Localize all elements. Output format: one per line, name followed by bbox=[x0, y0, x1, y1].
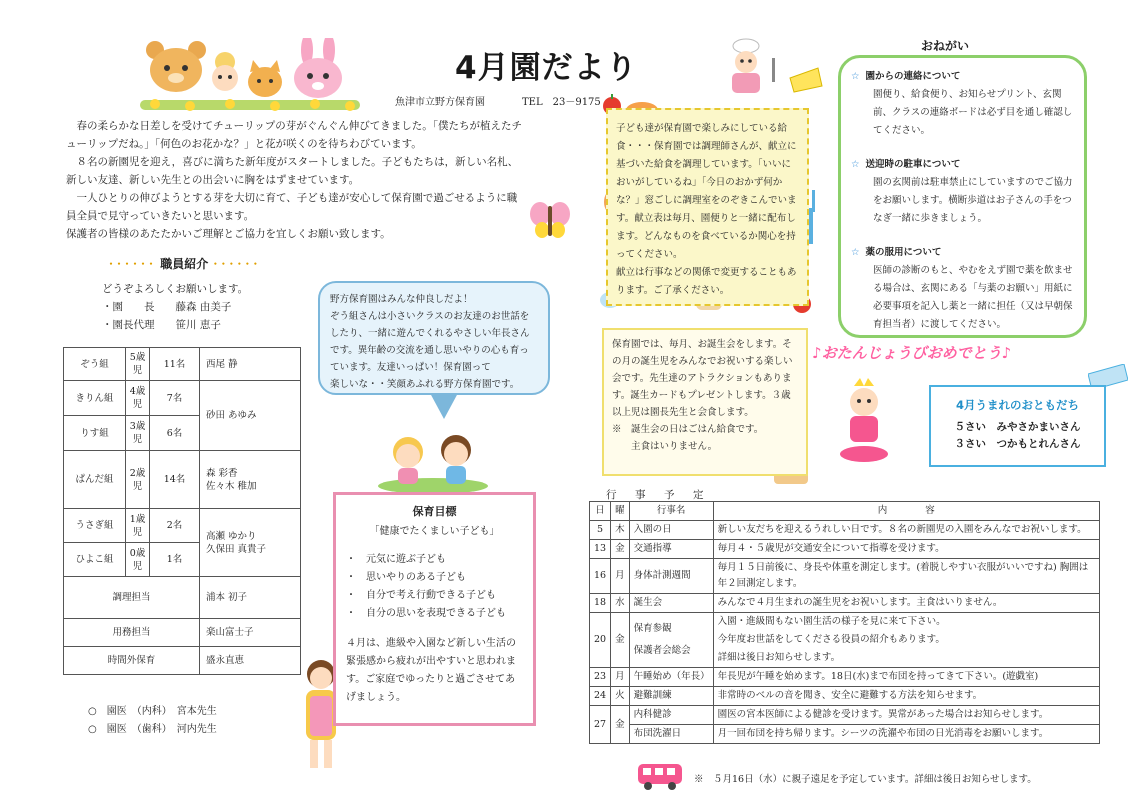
chef-illustration bbox=[718, 38, 828, 98]
list-item: ・ 自分で考え行動できる子ども bbox=[346, 590, 496, 601]
request-body: 園便り、給食便り、お知らせプリント、玄関前、クラスの連絡ボードは必ず目を通し確認してください。 bbox=[873, 89, 1073, 136]
class-age: 4歳児 bbox=[126, 381, 150, 416]
events-footnote: ※ ５月16日（水）に親子遠足を予定しています。詳細は後日お知らせします。 bbox=[694, 774, 1037, 785]
event-name: 誕生会 bbox=[629, 594, 713, 613]
event-day: 27 bbox=[590, 706, 611, 744]
butterfly-illustration bbox=[528, 200, 572, 240]
heading-dots: ･･････ bbox=[212, 257, 261, 271]
request-heading: ☆ 薬の服用について bbox=[851, 247, 942, 258]
doctor-dental: ○ 園医 （歯科） 河内先生 bbox=[88, 724, 217, 735]
request-heading: ☆ 園からの連絡について bbox=[851, 71, 961, 82]
intro-paragraph: 春の柔らかな日差しを受けてチューリップの芽がぐんぐん伸びてきました。「僕たちが植えたチューリップだね。」「何色のお花かな？」と花が咲くのを待ちわびています。 bbox=[66, 120, 523, 150]
teacher-name: 高瀬 ゆかり bbox=[206, 530, 257, 542]
children-illustration bbox=[376, 424, 490, 494]
lunch-info bbox=[606, 108, 809, 306]
birthday-banner: ♪おたんじょうびおめでとう♪ bbox=[812, 344, 1012, 362]
bubble-tail bbox=[430, 393, 458, 419]
request-body: 医師の診断のもと、やむをえず園で薬を飲ませる場合は、玄関にある「与薬のお願い」用紙に必要事項を記入し薬と一緒に担任（又は早朝保育担当者）に渡してください。 bbox=[873, 265, 1073, 330]
list-item: ・ 自分の思いを表現できる子ども bbox=[346, 608, 506, 619]
childcare-goals bbox=[333, 492, 536, 726]
intro-paragraph: 一人ひとりの伸びようとする芽を大切に育て、子ども達が安心して保育園で過ごせるように職員全員で見守っていきたいと思います。 bbox=[66, 192, 518, 222]
intro-message bbox=[66, 117, 524, 243]
goals-subtitle: 「健康でたくましい子ども」 bbox=[369, 526, 500, 537]
birthday-text: 保育園では、毎月、お誕生会をします。その月の誕生児をみんなでお祝いする楽しい会です。先生達のアトラクションもあります。誕生カードもプレゼントします。３歳以上児は園長先生と会食します。 bbox=[612, 339, 793, 418]
event-detail: 毎月４・５歳児が交通安全について指導を受けます。 bbox=[713, 540, 1099, 559]
april-birthdays bbox=[929, 385, 1106, 467]
event-day: 20 bbox=[590, 613, 611, 668]
event-name: 入園の日 bbox=[629, 521, 713, 540]
class-teacher bbox=[200, 451, 301, 509]
class-name: うさぎ組 bbox=[64, 509, 126, 543]
column-header: 内 容 bbox=[713, 502, 1099, 521]
bubble-line: 野方保育園はみんな仲良しだよ！ bbox=[330, 294, 473, 305]
principal-line: ・園 長 藤森 由美子 bbox=[102, 301, 232, 313]
column-header: 行事名 bbox=[629, 502, 713, 521]
teacher-name: 佐々木 稚加 bbox=[206, 480, 257, 492]
event-detail: みんなで４月生まれの誕生児をお祝いします。主食はいりません。 bbox=[713, 594, 1099, 613]
birthday-child-illustration bbox=[836, 376, 892, 466]
class-teacher: 砂田 あゆみ bbox=[200, 381, 301, 451]
class-age: 0歳児 bbox=[126, 543, 150, 577]
table-header-row bbox=[590, 502, 1100, 521]
event-name: 午睡始め（年長） bbox=[629, 668, 713, 687]
list-item: ・ 元気に遊ぶ子ども bbox=[346, 554, 446, 565]
animals-illustration bbox=[135, 38, 365, 116]
table-row bbox=[64, 348, 301, 381]
event-day: 16 bbox=[590, 559, 611, 594]
birthday-note: ※ 誕生会の日はごはん給食です。 bbox=[612, 424, 764, 435]
class-table bbox=[63, 347, 301, 675]
intro-paragraph: 保護者の皆様のあたたかいご理解とご協力を宜しくお願い致します。 bbox=[66, 228, 391, 240]
requests-title: おねがい bbox=[921, 39, 970, 53]
event-day: 13 bbox=[590, 540, 611, 559]
table-row bbox=[64, 509, 301, 543]
event-name: 内科健診 bbox=[629, 706, 713, 725]
class-age: 5歳児 bbox=[126, 348, 150, 381]
event-name: 交通指導 bbox=[629, 540, 713, 559]
star-icon: ☆ bbox=[851, 247, 860, 258]
teacher-name: 久保田 真貴子 bbox=[206, 543, 267, 555]
event-detail: 毎月１５日前後に、身長や体重を測定します。(着脱しやすい衣服がいいですね) 胸囲は年２回測定します。 bbox=[713, 559, 1099, 594]
role-label: 時間外保育 bbox=[64, 647, 200, 675]
class-count: 6名 bbox=[150, 416, 200, 451]
bus-illustration bbox=[636, 760, 684, 792]
class-name: ぞう組 bbox=[64, 348, 126, 381]
class-teacher bbox=[200, 509, 301, 577]
role-staff: 楽山富士子 bbox=[200, 619, 301, 647]
goals-note: ４月は、進級や入園など新しい生活の緊張感から疲れが出やすいと思われます。ご家庭でゆったりと過ごさせてあげましょう。 bbox=[346, 638, 516, 703]
birthday-note: 主食はいりません。 bbox=[612, 441, 718, 452]
table-row bbox=[590, 687, 1100, 706]
event-day: 5 bbox=[590, 521, 611, 540]
birthday-kid: ５さい みやさかまいさん bbox=[954, 421, 1081, 433]
event-name: 避難訓練 bbox=[629, 687, 713, 706]
school-phone: TEL 23－9175 bbox=[522, 97, 601, 108]
class-teacher: 西尾 静 bbox=[200, 348, 301, 381]
event-detail: 園医の宮本医師による健診を受けます。異常があった場合はお知らせします。 bbox=[713, 706, 1099, 725]
role-staff: 盛永直恵 bbox=[200, 647, 301, 675]
teacher-name: 森 彩香 bbox=[206, 467, 238, 479]
heading-dots: ･･････ bbox=[108, 257, 157, 271]
table-row bbox=[64, 381, 301, 416]
table-row bbox=[590, 706, 1100, 725]
request-body: 園の玄関前は駐車禁止にしていますのでご協力をお願いします。横断歩道はお子さんの手をつなぎ一緒に歩きましょう。 bbox=[873, 177, 1073, 224]
event-weekday: 金 bbox=[611, 706, 630, 744]
class-count: 1名 bbox=[150, 543, 200, 577]
birthday-kid: ３さい つかもとれんさん bbox=[954, 438, 1081, 450]
lunch-text: 子ども達が保育園で楽しみにしている給食・・・保育園では調理師さんが、献立に基づいた給食を調理しています。「いいにおいがしているね」「今日のおかず何かな？」窓ごしに調理室をのぞきこんでいます。献立表は毎月、園便りと一緒に配布します。どんなものを食べているか関心を持ってください。 bbox=[616, 123, 797, 260]
event-name: 保育参観 保護者会総会 bbox=[629, 613, 713, 668]
event-detail: 非常時のベルの音を聞き、安全に避難する方法を知らせます。 bbox=[713, 687, 1099, 706]
class-age: 1歳児 bbox=[126, 509, 150, 543]
event-weekday: 月 bbox=[611, 668, 630, 687]
table-row bbox=[64, 451, 301, 509]
staff-heading-label: 職員紹介 bbox=[160, 257, 209, 271]
school-doctors bbox=[88, 703, 217, 739]
event-detail: 入園・進級間もない園生活の様子を見に来て下さい。 bbox=[713, 613, 1099, 632]
class-age: 2歳児 bbox=[126, 451, 150, 509]
bubble-line: ぞう組さんは小さいクラスのお友達のお世話をしたり、一緒に遊んでくれるやさしい年長さんです。異年齢の交流を通し思いやりの心も育っています。友達いっぱい！保育園って bbox=[330, 311, 530, 373]
class-count: 11名 bbox=[150, 348, 200, 381]
birthday-info bbox=[602, 328, 808, 476]
event-day: 18 bbox=[590, 594, 611, 613]
table-row bbox=[590, 613, 1100, 632]
page-title: 4月園だより bbox=[455, 50, 638, 86]
column-header: 日 bbox=[590, 502, 611, 521]
events-table bbox=[589, 501, 1100, 744]
class-count: 14名 bbox=[150, 451, 200, 509]
table-row bbox=[590, 559, 1100, 594]
staff-greeting: どうぞよろしくお願いします。 bbox=[102, 283, 249, 295]
table-row bbox=[590, 521, 1100, 540]
request-heading: ☆ 送迎時の駐車について bbox=[851, 159, 961, 170]
table-row bbox=[64, 647, 301, 675]
table-row bbox=[590, 540, 1100, 559]
class-age: 3歳児 bbox=[126, 416, 150, 451]
event-detail: 今年度お世話をしてくださる役員の紹介もあります。 bbox=[713, 631, 1099, 649]
star-icon: ☆ bbox=[851, 71, 860, 82]
goals-list bbox=[346, 551, 523, 623]
school-name: 魚津市立野方保育園 bbox=[395, 97, 485, 108]
class-name: ぱんだ組 bbox=[64, 451, 126, 509]
event-detail: 月一回布団を持ち帰ります。シーツの洗濯や布団の日光消毒をお願いします。 bbox=[713, 725, 1099, 744]
role-staff: 浦本 初子 bbox=[200, 577, 301, 619]
role-label: 用務担当 bbox=[64, 619, 200, 647]
requests-box bbox=[838, 55, 1087, 338]
event-weekday: 木 bbox=[611, 521, 630, 540]
event-detail: 年長児が午睡を始めます。18日(水)まで布団を持ってきて下さい。(遊戯室) bbox=[713, 668, 1099, 687]
list-item: ・ 思いやりのある子ども bbox=[346, 572, 466, 583]
class-count: 7名 bbox=[150, 381, 200, 416]
table-row bbox=[590, 594, 1100, 613]
column-header: 曜 bbox=[611, 502, 630, 521]
class-name: きりん組 bbox=[64, 381, 126, 416]
star-icon: ☆ bbox=[851, 159, 860, 170]
table-row bbox=[64, 619, 301, 647]
event-detail: 新しい友だちを迎えるうれしい日です。８名の新園児の入園をみんなでお祝いします。 bbox=[713, 521, 1099, 540]
class-name: ひよこ組 bbox=[64, 543, 126, 577]
event-weekday: 水 bbox=[611, 594, 630, 613]
doctor-internal: ○ 園医 （内科） 宮本先生 bbox=[88, 706, 217, 717]
bubble-line: 楽しいな・・笑顔あふれる野方保育園です。 bbox=[330, 379, 520, 390]
event-detail: 詳細は後日お知らせします。 bbox=[713, 649, 1099, 668]
event-weekday: 月 bbox=[611, 559, 630, 594]
event-day: 24 bbox=[590, 687, 611, 706]
table-row bbox=[64, 577, 301, 619]
intro-paragraph: ８名の新園児を迎え，喜びに満ちた新年度がスタートしました。子どもたちは，新しい名札、新しい友達、新しい先生との出会いに胸をはずませています。 bbox=[66, 156, 519, 186]
event-name: 布団洗濯日 bbox=[629, 725, 713, 744]
table-row bbox=[590, 668, 1100, 687]
table-row bbox=[590, 725, 1100, 744]
event-day: 23 bbox=[590, 668, 611, 687]
speech-bubble bbox=[318, 281, 550, 395]
event-weekday: 金 bbox=[611, 540, 630, 559]
class-count: 2名 bbox=[150, 509, 200, 543]
events-title: 行 事 予 定 bbox=[606, 489, 708, 501]
vice-principal-line: ・園長代理 笹川 恵子 bbox=[102, 319, 221, 331]
staff-introduction bbox=[102, 280, 248, 334]
event-name: 身体計測週間 bbox=[629, 559, 713, 594]
april-birthdays-title: 4月うまれのおともだち bbox=[955, 398, 1079, 412]
goals-title: 保育目標 bbox=[412, 505, 457, 518]
lunch-note: 献立は行事などの関係で変更することもあります。ご了承ください。 bbox=[616, 267, 797, 296]
role-label: 調理担当 bbox=[64, 577, 200, 619]
class-name: りす組 bbox=[64, 416, 126, 451]
staff-heading bbox=[108, 255, 260, 272]
event-weekday: 火 bbox=[611, 687, 630, 706]
event-weekday: 金 bbox=[611, 613, 630, 668]
